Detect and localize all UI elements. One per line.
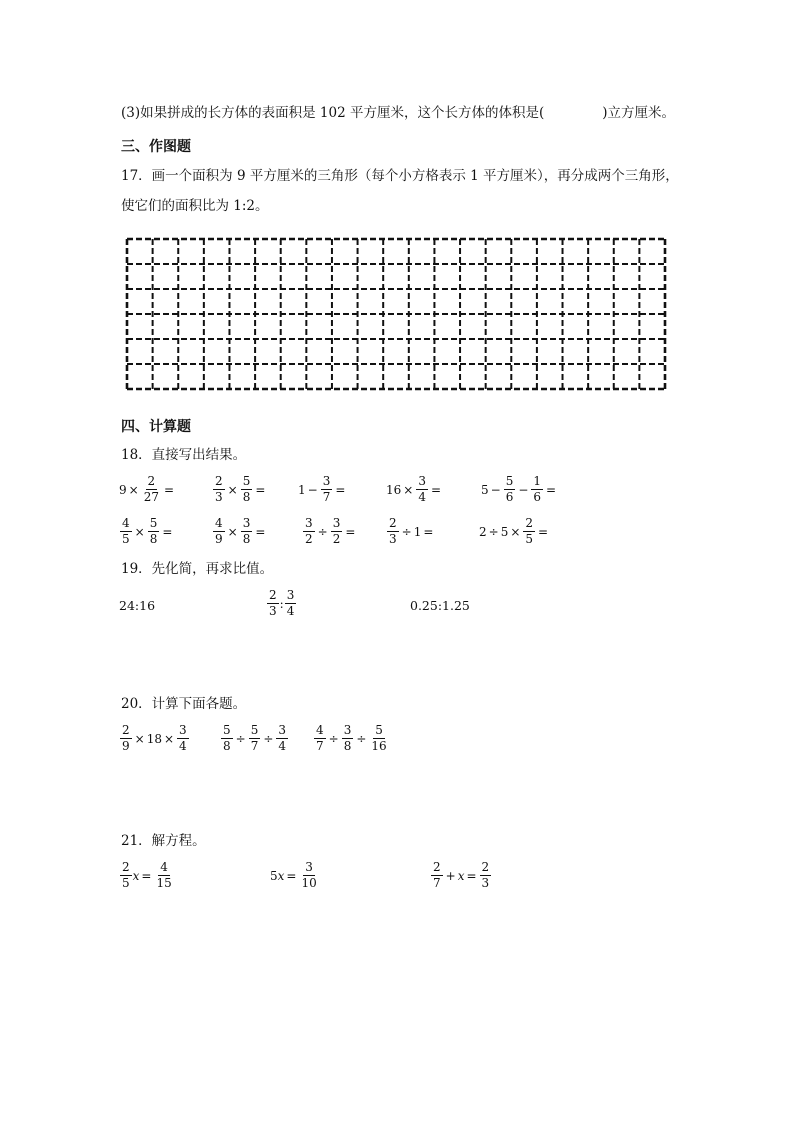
operator: ÷ bbox=[317, 524, 328, 539]
equals: = bbox=[286, 868, 297, 883]
operator: − bbox=[307, 482, 318, 497]
operator: × bbox=[128, 482, 139, 497]
numerator: 3 bbox=[278, 723, 287, 737]
numerator: 3 bbox=[332, 516, 341, 530]
fraction bbox=[504, 475, 516, 504]
question-18-title: 18．直接写出结果。 bbox=[121, 447, 247, 463]
denominator: 16 bbox=[371, 739, 387, 753]
denominator: 2 bbox=[332, 532, 341, 546]
operand: 18 bbox=[146, 731, 162, 746]
calc-20-1 bbox=[119, 724, 190, 753]
denominator: 9 bbox=[122, 739, 130, 753]
numerator: 3 bbox=[179, 723, 187, 737]
operator: ÷ bbox=[401, 524, 412, 539]
operator: × bbox=[403, 482, 414, 497]
denominator: 5 bbox=[122, 532, 130, 546]
denominator: 3 bbox=[389, 532, 397, 546]
numerator: 3 bbox=[343, 723, 352, 737]
equation-21-2 bbox=[270, 861, 320, 890]
expr-18-2 bbox=[212, 475, 267, 504]
numerator: 2 bbox=[215, 474, 223, 488]
ratio-1: 24:16 bbox=[119, 598, 156, 613]
fraction bbox=[321, 475, 333, 504]
denominator: 3 bbox=[215, 490, 223, 504]
numerator: 1 bbox=[533, 474, 542, 488]
operator: × bbox=[227, 524, 238, 539]
denominator: 7 bbox=[322, 490, 331, 504]
fraction bbox=[303, 517, 315, 546]
fraction bbox=[213, 475, 225, 504]
operator: ÷ bbox=[488, 524, 499, 539]
numerator: 3 bbox=[286, 588, 295, 602]
fraction bbox=[120, 724, 132, 753]
fraction bbox=[431, 861, 443, 890]
equals: = bbox=[430, 482, 442, 497]
fraction bbox=[221, 724, 233, 753]
fraction bbox=[148, 517, 160, 546]
numerator: 5 bbox=[505, 474, 514, 488]
operator: × bbox=[163, 731, 175, 746]
fraction bbox=[285, 589, 297, 618]
denominator: 6 bbox=[533, 490, 542, 504]
equals: = bbox=[255, 524, 266, 539]
question-16-part-3-tail: )立方厘米。 bbox=[602, 105, 676, 121]
denominator: 6 bbox=[505, 490, 514, 504]
denominator: 4 bbox=[418, 490, 426, 504]
operand: 5 bbox=[481, 482, 489, 497]
variable-x: x bbox=[277, 868, 285, 883]
calc-20-3 bbox=[313, 724, 390, 753]
equals: = bbox=[345, 524, 356, 539]
denominator: 3 bbox=[481, 876, 490, 890]
denominator: 8 bbox=[223, 739, 231, 753]
fraction bbox=[120, 861, 132, 890]
numerator: 5 bbox=[242, 474, 251, 488]
expr-18-4 bbox=[386, 475, 443, 504]
operator: × bbox=[227, 482, 238, 497]
numerator: 5 bbox=[149, 516, 158, 530]
expr-18-9 bbox=[386, 517, 435, 546]
operand: 1 bbox=[413, 524, 422, 539]
fraction bbox=[480, 861, 492, 890]
calc-20-2 bbox=[220, 724, 289, 753]
expr-18-7 bbox=[212, 517, 267, 546]
fraction bbox=[241, 517, 253, 546]
fraction bbox=[154, 861, 173, 890]
denominator: 10 bbox=[301, 876, 317, 890]
denominator: 7 bbox=[316, 739, 324, 753]
denominator: 8 bbox=[242, 490, 251, 504]
fraction bbox=[387, 517, 399, 546]
question-16-part-3-text: (3)如果拼成的长方体的表面积是 102 平方厘米，这个长方体的体积是( bbox=[121, 105, 545, 121]
question-19-title: 19．先化简，再求比值。 bbox=[121, 561, 274, 577]
operator: − bbox=[518, 482, 529, 497]
numerator: 2 bbox=[122, 860, 130, 874]
question-17-line-1: 17．画一个面积为 9 平方厘米的三角形（每个小方格表示 1 平方厘米），再分成两个三角形， bbox=[121, 168, 679, 184]
operator: ÷ bbox=[263, 731, 274, 746]
denominator: 4 bbox=[278, 739, 287, 753]
equals: = bbox=[163, 482, 175, 497]
variable-x: x bbox=[457, 868, 465, 883]
numerator: 3 bbox=[418, 474, 426, 488]
fraction bbox=[314, 724, 326, 753]
question-16-part-3 bbox=[121, 104, 675, 122]
operand: 9 bbox=[119, 482, 127, 497]
expr-18-10 bbox=[479, 517, 550, 546]
expr-18-5 bbox=[481, 475, 558, 504]
numerator: 4 bbox=[316, 723, 324, 737]
fraction bbox=[267, 589, 279, 618]
denominator: 7 bbox=[433, 876, 441, 890]
operand: 1 bbox=[298, 482, 306, 497]
numerator: 2 bbox=[147, 474, 156, 488]
numerator: 3 bbox=[305, 516, 313, 530]
denominator: 5 bbox=[122, 876, 130, 890]
equals: = bbox=[538, 524, 549, 539]
fraction bbox=[241, 475, 253, 504]
fraction bbox=[531, 475, 543, 504]
numerator: 4 bbox=[160, 860, 168, 874]
operand: 16 bbox=[386, 482, 402, 497]
expr-18-1 bbox=[119, 475, 176, 504]
variable-x: x bbox=[132, 868, 140, 883]
operand: 5 bbox=[270, 868, 278, 883]
operator: × bbox=[134, 731, 145, 746]
denominator: 8 bbox=[343, 739, 352, 753]
equals: = bbox=[546, 482, 557, 497]
expr-18-8 bbox=[302, 517, 357, 546]
numerator: 3 bbox=[305, 860, 313, 874]
fraction bbox=[120, 517, 132, 546]
expr-18-3 bbox=[298, 475, 347, 504]
denominator: 4 bbox=[179, 739, 187, 753]
denominator: 15 bbox=[156, 876, 172, 890]
question-21-title: 21．解方程。 bbox=[121, 833, 206, 849]
numerator: 4 bbox=[122, 516, 130, 530]
equals: = bbox=[162, 524, 173, 539]
numerator: 5 bbox=[223, 723, 231, 737]
denominator: 8 bbox=[149, 532, 158, 546]
equation-21-3 bbox=[430, 861, 492, 890]
equation-21-1 bbox=[119, 861, 175, 890]
question-20-title: 20．计算下面各题。 bbox=[121, 696, 247, 712]
operator: ÷ bbox=[235, 731, 246, 746]
drawing-grid[interactable] bbox=[124, 236, 668, 392]
numerator: 2 bbox=[122, 723, 130, 737]
operator: ÷ bbox=[356, 731, 367, 746]
equals: = bbox=[141, 868, 152, 883]
numerator: 3 bbox=[242, 516, 251, 530]
numerator: 2 bbox=[481, 860, 490, 874]
numerator: 2 bbox=[389, 516, 397, 530]
operator: ÷ bbox=[328, 731, 339, 746]
section-3-title: 三、作图题 bbox=[121, 139, 191, 155]
equals: = bbox=[335, 482, 346, 497]
fraction bbox=[213, 517, 225, 546]
fraction bbox=[299, 861, 318, 890]
fraction bbox=[342, 724, 354, 753]
numerator: 2 bbox=[269, 588, 277, 602]
numerator: 2 bbox=[433, 860, 441, 874]
expr-18-6 bbox=[119, 517, 174, 546]
denominator: 7 bbox=[250, 739, 259, 753]
denominator: 3 bbox=[269, 604, 277, 618]
ratio-3: 0.25:1.25 bbox=[410, 598, 470, 613]
equals: = bbox=[423, 524, 434, 539]
denominator: 4 bbox=[286, 604, 295, 618]
numerator: 3 bbox=[322, 474, 331, 488]
equals: = bbox=[255, 482, 266, 497]
fraction bbox=[523, 517, 535, 546]
numerator: 5 bbox=[375, 723, 383, 737]
operator: − bbox=[490, 482, 501, 497]
fraction bbox=[331, 517, 343, 546]
denominator: 9 bbox=[215, 532, 223, 546]
fraction bbox=[416, 475, 428, 504]
operator: + bbox=[445, 868, 456, 883]
fraction bbox=[369, 724, 388, 753]
fraction bbox=[142, 475, 161, 504]
fraction bbox=[276, 724, 288, 753]
ratio-2 bbox=[266, 589, 297, 618]
operator: × bbox=[134, 524, 145, 539]
fraction bbox=[177, 724, 189, 753]
denominator: 27 bbox=[143, 490, 159, 504]
numerator: 4 bbox=[215, 516, 223, 530]
operand: 2 bbox=[479, 524, 487, 539]
denominator: 2 bbox=[305, 532, 313, 546]
denominator: 5 bbox=[525, 532, 534, 546]
ratio-colon: : bbox=[279, 596, 284, 611]
section-4-title: 四、计算题 bbox=[121, 419, 191, 435]
operand: 5 bbox=[500, 524, 509, 539]
question-17-line-2: 使它们的面积比为 1:2。 bbox=[121, 198, 269, 214]
numerator: 2 bbox=[525, 516, 534, 530]
fraction bbox=[249, 724, 261, 753]
numerator: 5 bbox=[250, 723, 259, 737]
equals: = bbox=[466, 868, 477, 883]
denominator: 8 bbox=[242, 532, 251, 546]
operator: × bbox=[510, 524, 521, 539]
